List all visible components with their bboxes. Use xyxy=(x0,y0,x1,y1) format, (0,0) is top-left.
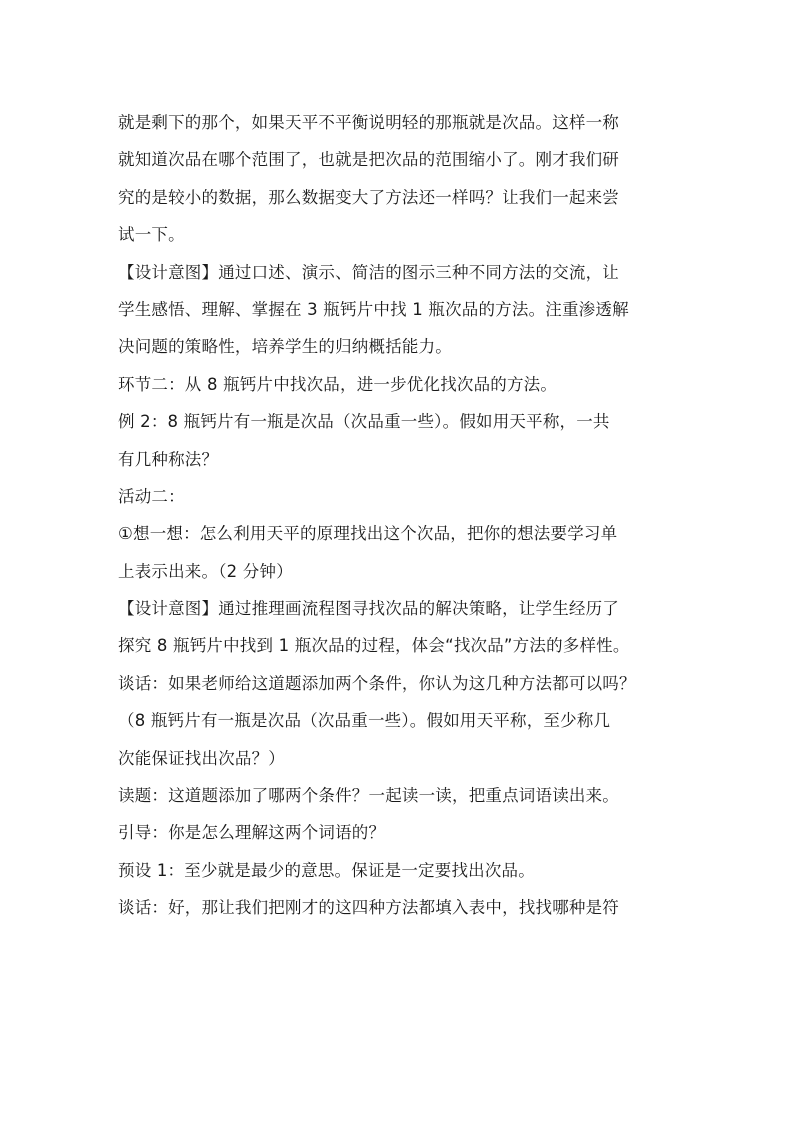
text-line: 试一下。 xyxy=(118,225,185,245)
text-line: 次能保证找出次品？） xyxy=(118,748,285,768)
document-body xyxy=(118,104,678,927)
text-line: 上表示出来。（2 分钟） xyxy=(118,561,293,581)
dialogue-line: 谈话：好，那让我们把刚才的这四种方法都填入表中，找找哪种是符 xyxy=(118,898,619,918)
dialogue-line: 引导：你是怎么理解这两个词语的？ xyxy=(118,823,386,843)
text-line: （8 瓶钙片有一瓶是次品（次品重一些）。假如用天平称，至少称几 xyxy=(118,711,611,731)
dialogue-line: 读题：这道题添加了哪两个条件？一起读一读，把重点词语读出来。 xyxy=(118,786,619,806)
dialogue-line: 谈话：如果老师给这道题添加两个条件，你认为这几种方法都可以吗？ xyxy=(118,673,636,693)
text-line: 有几种称法？ xyxy=(118,449,219,469)
design-intent-line: 【设计意图】通过推理画流程图寻找次品的解决策略，让学生经历了 xyxy=(118,599,619,619)
text-line: 学生感悟、理解、掌握在 3 瓶钙片中找 1 瓶次品的方法。注重渗透解 xyxy=(118,299,629,319)
text-line: 探究 8 瓶钙片中找到 1 瓶次品的过程，体会“找次品”方法的多样性。 xyxy=(118,636,630,656)
activity-label-line: 活动二： xyxy=(118,486,185,506)
text-line: 就知道次品在哪个范围了，也就是把次品的范围缩小了。刚才我们研 xyxy=(118,150,619,170)
design-intent-line: 【设计意图】通过口述、演示、简洁的图示三种不同方法的交流，让 xyxy=(118,262,619,282)
text-line: 就是剩下的那个，如果天平不平衡说明轻的那瓶就是次品。这样一称 xyxy=(118,113,619,132)
dialogue-line: 预设 1：至少就是最少的意思。保证是一定要找出次品。 xyxy=(118,860,535,880)
text-line: ①想一想：怎么利用天平的原理找出这个次品，把你的想法要学习单 xyxy=(118,524,618,544)
section-heading-line: 环节二：从 8 瓶钙片中找次品，进一步优化找次品的方法。 xyxy=(118,374,558,394)
text-line: 决问题的策略性，培养学生的归纳概括能力。 xyxy=(118,337,452,357)
example-line: 例 2：8 瓶钙片有一瓶是次品（次品重一些）。假如用天平称，一共 xyxy=(118,412,610,432)
text-line: 究的是较小的数据，那么数据变大了方法还一样吗？让我们一起来尝 xyxy=(118,187,619,207)
